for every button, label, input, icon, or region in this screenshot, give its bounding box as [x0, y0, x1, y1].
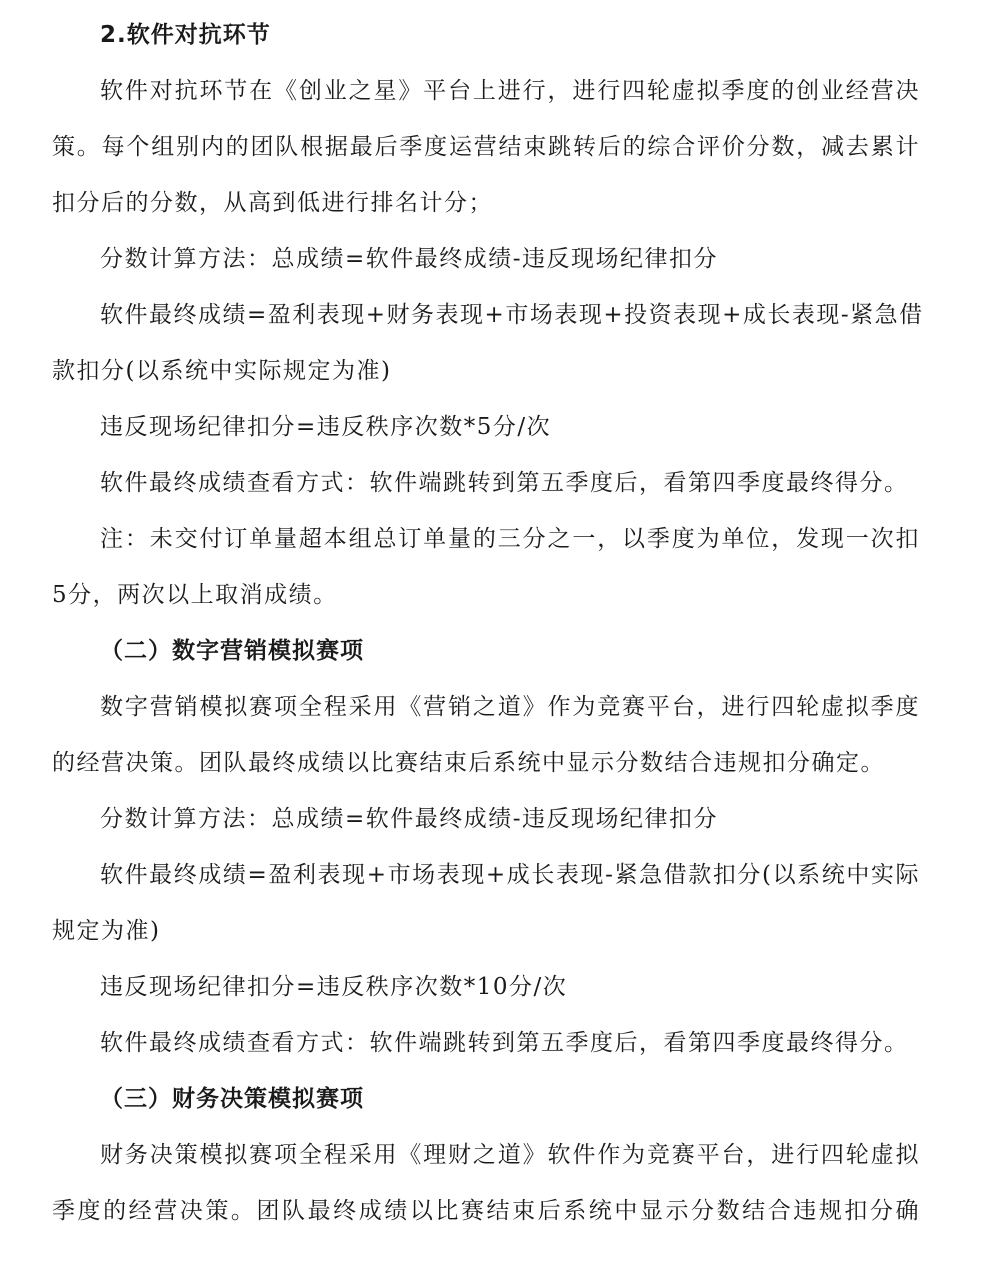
- paragraph-line: 扣分后的分数，从高到低进行排名计分；: [52, 190, 493, 216]
- section-heading-digital-marketing: （二）数字营销模拟赛项: [100, 638, 364, 664]
- section-heading-software-confrontation: 2.软件对抗环节: [100, 22, 271, 48]
- paragraph-line: 软件最终成绩=盈利表现+财务表现+市场表现+投资表现+成长表现-紧急借: [100, 302, 924, 328]
- paragraph-line: 策。每个组别内的团队根据最后季度运营结束跳转后的综合评价分数，减去累计: [52, 134, 920, 160]
- paragraph-line: 违反现场纪律扣分=违反秩序次数*5分/次: [100, 414, 552, 440]
- paragraph-line: 分数计算方法：总成绩=软件最终成绩-违反现场纪律扣分: [100, 246, 719, 272]
- paragraph-line: 季度的经营决策。团队最终成绩以比赛结束后系统中显示分数结合违规扣分确: [52, 1198, 920, 1224]
- paragraph-line: 软件最终成绩查看方式：软件端跳转到第五季度后，看第四季度最终得分。: [100, 470, 909, 496]
- paragraph-line: 财务决策模拟赛项全程采用《理财之道》软件作为竞赛平台，进行四轮虚拟: [100, 1142, 920, 1168]
- paragraph-line: 5分，两次以上取消成绩。: [52, 582, 338, 608]
- paragraph-line: 数字营销模拟赛项全程采用《营销之道》作为竞赛平台，进行四轮虚拟季度: [100, 694, 920, 720]
- paragraph-line: 软件最终成绩=盈利表现+市场表现+成长表现-紧急借款扣分(以系统中实际: [100, 862, 920, 888]
- paragraph-line: 软件最终成绩查看方式：软件端跳转到第五季度后，看第四季度最终得分。: [100, 1030, 909, 1056]
- paragraph-line: 的经营决策。团队最终成绩以比赛结束后系统中显示分数结合违规扣分确定。: [52, 750, 885, 776]
- paragraph-line: 违反现场纪律扣分=违反秩序次数*10分/次: [100, 974, 568, 1000]
- paragraph-line: 规定为准): [52, 918, 161, 944]
- section-heading-financial-decision: （三）财务决策模拟赛项: [100, 1086, 364, 1112]
- paragraph-line: 款扣分(以系统中实际规定为准): [52, 358, 392, 384]
- paragraph-line: 注：未交付订单量超本组总订单量的三分之一，以季度为单位，发现一次扣: [100, 526, 920, 552]
- paragraph-line: 软件对抗环节在《创业之星》平台上进行，进行四轮虚拟季度的创业经营决: [100, 78, 920, 104]
- paragraph-line: 分数计算方法：总成绩=软件最终成绩-违反现场纪律扣分: [100, 806, 719, 832]
